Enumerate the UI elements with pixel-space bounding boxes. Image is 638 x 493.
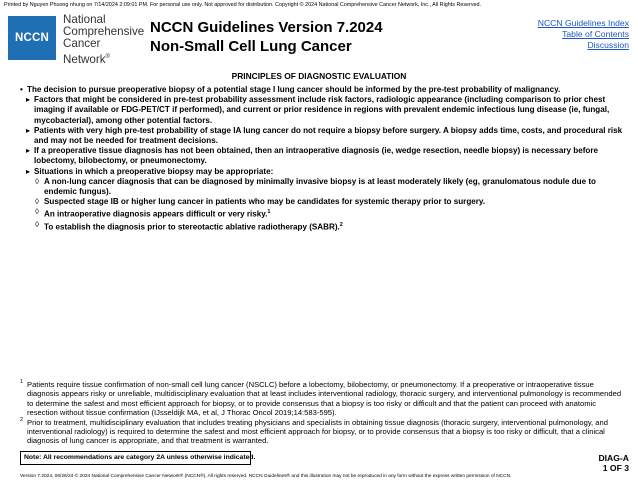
intraoperative-text: If a preoperative tissue diagnosis has not been obtained, then an intraoperative diagnosis (ie, wedge resection, needle biopsy) is necessary before lobectomy, bilobectomy, or pneumonectomy. [34,146,599,166]
situation-1-text: A non-lung cancer diagnosis that can be diagnosed by minimally invasive biopsy is at least moderately likely (eg, granulomatous nodule due to endemic fungus). [44,176,596,197]
diamond-marker-icon: ◊ [35,220,39,230]
page-title [150,18,480,56]
category-note: Note: All recommendations are category 2A unless otherwise indicated. [20,451,251,465]
footnote-text: Patients require tissue confirmation of non-small cell lung cancer (NSCLC) before a lobectomy, bilobectomy, or pneumonectomy. If a preoperative or intraoperative tissue diagnosis appears risky or unreliable, multidisciplinary evaluation that at least includes interventional radiology, thoracic surgery, and interventional pulmonology is recommended to determine the safest and most efficient approach for biopsy, or to provide consensus that a biopsy is too risky or difficult and that the patient can proceed with anatomic resection without tissue confirmation (IJsseldijk MA, et al, J Thorac Oncol 2019;14:583-595). [27,380,622,418]
diamond-marker-icon: ◊ [35,176,39,186]
footnote-1 [20,380,625,418]
registered-mark: ® [105,53,110,60]
arrow-marker-icon: ▸ [26,146,31,156]
situation-3-text: An intraoperative diagnosis appears difficult or very risky. [44,210,268,220]
footnote-ref-1: 1 [267,209,271,216]
discussion-link[interactable]: Discussion [587,40,629,50]
situation-2-text: Suspected stage IB or higher lung cancer in patients who may be candidates for systemic therapy prior to surgery. [44,197,486,207]
page-identifier [598,453,629,473]
arrow-marker-icon: ▸ [26,95,31,105]
copyright-footer: Version 7.2024, 06/26/24 © 2024 National Comprehensive Cancer Network® (NCCN®), All rights reserved. NCCN Guidelines® and this illustration may not be reproduced in any form without the express written permission of NCCN. [20,474,512,479]
main-bullet-text: The decision to pursue preoperative biopsy of a potential stage I lung cancer should be informed by the pre-test probability of malignancy. [27,85,561,94]
list-item [20,146,625,166]
table-of-contents-link[interactable]: Table of Contents [562,29,629,39]
logo-line-4: Network [63,52,106,66]
list-item [20,95,625,126]
footnote-ref-2: 2 [339,222,343,229]
diamond-marker-icon: ◊ [35,197,39,207]
logo-line-1: National [63,13,106,26]
very-high-probability-text: Patients with very high pre-test probability of stage IA lung cancer do not require a biopsy before surgery. A biopsy adds time, costs, and procedural risk and may not be needed for treatment decisions. [34,125,623,146]
page-code: DIAG-A [598,453,629,463]
bullet-marker: • [20,85,23,94]
list-item [20,207,625,220]
arrow-marker-icon: ▸ [26,125,31,135]
page-number: 1 OF 3 [602,463,629,473]
guideline-version-title: NCCN Guidelines Version 7.2024 [150,19,383,36]
diamond-marker-icon: ◊ [35,207,39,217]
list-item [20,126,625,146]
footnote-number: 1 [20,379,24,385]
logo-line-2: Comprehensive [63,25,145,39]
guidelines-index-link[interactable]: NCCN Guidelines Index [537,18,629,28]
nccn-logo [8,16,56,60]
arrow-marker-icon: ▸ [26,166,31,176]
logo-wordmark [63,14,143,66]
footnotes [20,380,625,446]
list-item [20,167,625,177]
situations-text: Situations in which a preoperative biopsy may be appropriate: [34,166,274,176]
footnote-number: 2 [20,416,24,423]
nav-links [538,18,629,51]
list-item [20,220,625,233]
print-notice: Printed by Nguyen Phuong nhung on 7/14/2024 2:09:01 PM. For personal use only. Not approved for distribution. Copyright © 2024 National Comprehensive Cancer Network, Inc., All Rights Reserved. [4,2,482,8]
section-title: PRINCIPLES OF DIAGNOSTIC EVALUATION [231,71,407,81]
list-item [20,177,625,197]
list-item [20,85,625,95]
main-content [20,85,625,233]
list-item [20,197,625,207]
footnote-2 [20,418,625,446]
logo-box-text: NCCN [14,32,50,44]
logo-line-3: Cancer [63,37,101,51]
footnote-text: Prior to treatment, multidisciplinary evaluation that includes treating physicians and specialists in obtaining tissue diagnosis (thoracic surgery, interventional pulmonology, and interventional radiology) is required to determine the safest and most efficient approach for biopsy, or to provide consensus that a biopsy is too risky or difficult, that a clinical diagnosis of lung cancer is appropriate, and that treatment is warranted. [27,417,608,446]
guideline-topic-title: Non-Small Cell Lung Cancer [150,38,352,55]
factors-text: Factors that might be considered in pre-test probability assessment include risk factors, radiologic appearance (including comparison to prior chest imaging if available or FDG-PET/CT if performed), and current or prior residence in regions with prevalent endemic infectious lung disease (ie, fungal, mycobacterial), among other potential factors. [34,95,610,125]
situation-4-text: To establish the diagnosis prior to stereotactic ablative radiotherapy (SABR). [44,223,340,233]
